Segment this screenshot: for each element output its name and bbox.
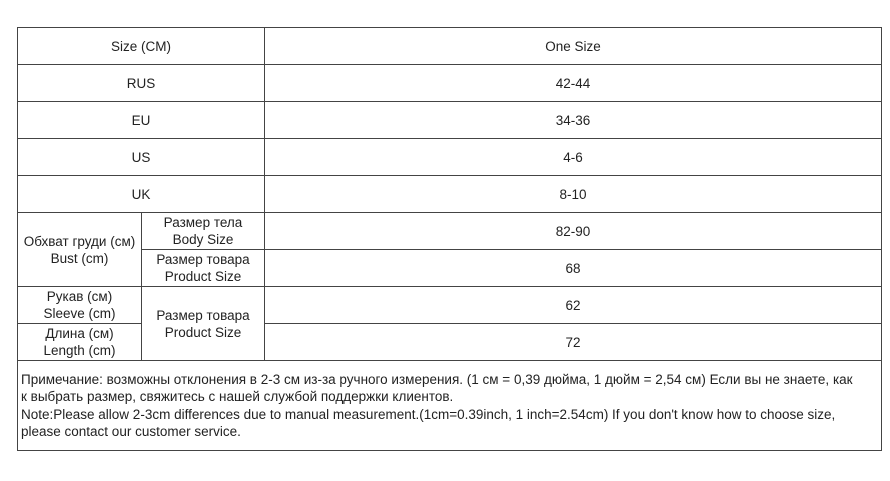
row-value-eu: 34-36 bbox=[265, 102, 882, 139]
table-row bbox=[18, 250, 882, 287]
body-size-label-cell bbox=[142, 213, 265, 250]
bust-label-cell bbox=[18, 213, 142, 287]
sleeve-label-ru: Рукав (см) bbox=[46, 289, 113, 304]
bust-label-en: Bust (cm) bbox=[50, 250, 109, 266]
table-row bbox=[18, 28, 882, 65]
table-row bbox=[18, 287, 882, 324]
length-label-ru: Длина (см) bbox=[45, 326, 114, 341]
sleeve-value: 62 bbox=[265, 287, 882, 324]
bust-product-en: Product Size bbox=[164, 269, 242, 284]
note-line-ru-1: Примечание: возможны отклонения в 2-3 см из-за ручного измерения. (1 см = 0,39 дюйма, 1 дюйм = 2,54 см) Если вы не знаете, как bbox=[21, 371, 853, 387]
row-label-uk: UK bbox=[18, 176, 265, 213]
header-value-cell: One Size bbox=[265, 28, 882, 65]
sleeve-label-cell bbox=[18, 287, 142, 324]
table-row bbox=[18, 65, 882, 102]
table-row bbox=[18, 139, 882, 176]
bust-body-value: 82-90 bbox=[265, 213, 882, 250]
note-cell bbox=[18, 361, 882, 451]
note-line-en-1: Note:Please allow 2-3cm differences due to manual measurement.(1cm=0.39inch, 1 inch=2.54cm) If you don't know how to choose size, bbox=[21, 406, 836, 422]
note-line-en-2: please contact our customer service. bbox=[21, 424, 241, 439]
product-size-en: Product Size bbox=[164, 324, 242, 340]
product-size-ru: Размер товара bbox=[156, 307, 250, 323]
product-size-label-cell bbox=[142, 287, 265, 361]
table-row bbox=[18, 176, 882, 213]
sleeve-label-en: Sleeve (cm) bbox=[43, 306, 116, 321]
size-chart-table bbox=[17, 27, 882, 451]
row-value-uk: 8-10 bbox=[265, 176, 882, 213]
bust-product-value: 68 bbox=[265, 250, 882, 287]
row-label-rus: RUS bbox=[18, 65, 265, 102]
body-size-ru: Размер тела bbox=[163, 215, 243, 230]
bust-label-ru: Обхват груди (см) bbox=[23, 233, 136, 249]
length-value: 72 bbox=[265, 324, 882, 361]
row-label-eu: EU bbox=[18, 102, 265, 139]
bust-product-label-cell bbox=[142, 250, 265, 287]
row-label-us: US bbox=[18, 139, 265, 176]
row-value-us: 4-6 bbox=[265, 139, 882, 176]
note-line-ru-2: к выбрать размер, свяжитесь с нашей службой поддержки клиентов. bbox=[21, 389, 454, 404]
table-row bbox=[18, 213, 882, 250]
length-label-en: Length (cm) bbox=[43, 343, 116, 358]
body-size-en: Body Size bbox=[172, 232, 234, 247]
header-label-cell: Size (CM) bbox=[18, 28, 265, 65]
row-value-rus: 42-44 bbox=[265, 65, 882, 102]
table-row bbox=[18, 361, 882, 451]
bust-product-ru: Размер товара bbox=[156, 252, 250, 267]
table-row bbox=[18, 102, 882, 139]
length-label-cell bbox=[18, 324, 142, 361]
